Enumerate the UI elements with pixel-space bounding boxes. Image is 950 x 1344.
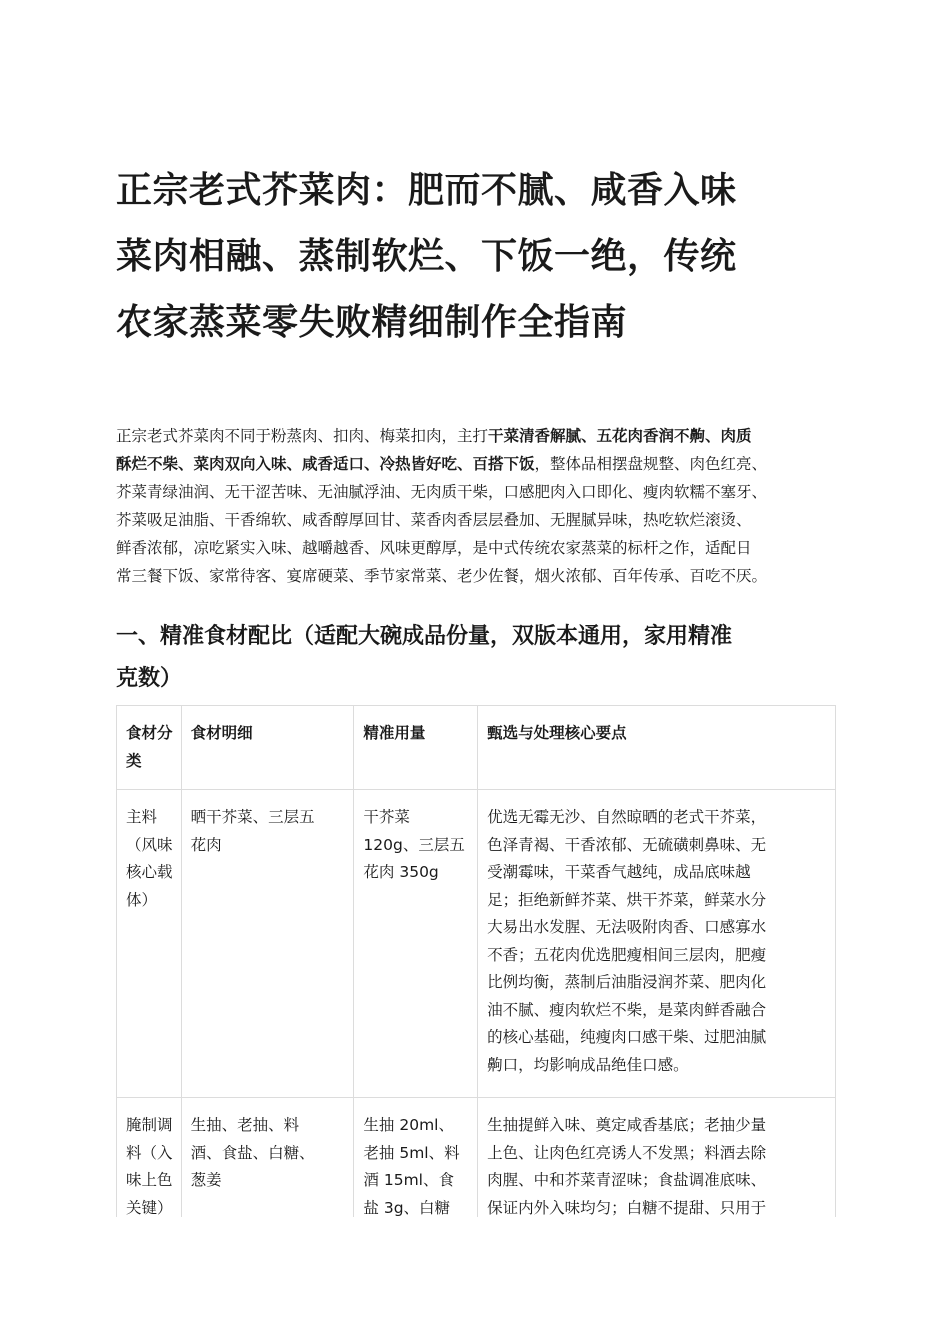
cell-line: 齁口，均影响成品绝佳口感。 — [487, 1055, 689, 1074]
table-header-row — [117, 706, 836, 790]
cell-line: 上色、让肉色红亮诱人不发黑；料酒去除 — [487, 1143, 767, 1162]
intro-line — [116, 422, 844, 450]
cell-line: 花肉 350g — [363, 863, 439, 881]
header-notes — [478, 706, 836, 790]
cell-line: 料（入 — [126, 1143, 173, 1162]
table-row — [117, 790, 836, 1098]
cell-notes — [478, 790, 836, 1098]
page-bottom-margin — [0, 1217, 950, 1344]
cell-amount — [354, 790, 478, 1098]
cell-category — [117, 790, 182, 1098]
cell-line: 花肉 — [190, 835, 222, 854]
cell-line: 老抽 5ml、料 — [363, 1143, 460, 1162]
title-line: 农家蒸菜零失败精细制作全指南 — [116, 302, 628, 343]
intro-text: ，整体品相摆盘规整、肉色红亮、 — [534, 455, 768, 473]
intro-bold: 酥烂不柴、菜肉双向入味、咸香适口、冷热皆好吃、百搭下饭 — [116, 455, 535, 473]
cell-line: 核心载 — [126, 863, 173, 881]
cell-line: 优选无霉无沙、自然晾晒的老式干芥菜， — [487, 808, 767, 826]
cell-line: 腌制调 — [126, 1116, 173, 1134]
cell-line: 盐 3g、白糖 — [363, 1198, 451, 1217]
cell-line: 酒 15ml、食 — [363, 1171, 454, 1189]
intro-line: 芥菜青绿油润、无干涩苦味、无油腻浮油、无肉质干柴，口感肥肉入口即化、瘦肉软糯不塞牙、 — [116, 483, 768, 501]
header-text: 甄选与处理核心要点 — [487, 724, 627, 742]
cell-line: 生抽、老抽、料 — [190, 1116, 300, 1134]
intro-line — [116, 450, 844, 478]
header-text: 类 — [126, 751, 142, 770]
cell-line: 生抽 20ml、 — [363, 1116, 454, 1134]
header-amount — [354, 706, 478, 790]
header-text: 食材分 — [126, 724, 173, 742]
header-text: 食材明细 — [190, 724, 253, 742]
cell-line: 肉腥、中和芥菜青涩味；食盐调准底味、 — [487, 1171, 767, 1189]
header-category — [117, 706, 182, 790]
cell-line: 受潮霉味，干菜香气越纯，成品底味越 — [487, 863, 751, 881]
cell-line: 干芥菜 — [363, 808, 410, 826]
cell-line: 主料 — [126, 808, 158, 826]
cell-line: 油不腻、瘦肉软烂不柴，是菜肉鲜香融合 — [487, 1000, 767, 1019]
document-title — [116, 158, 836, 356]
intro-text: 正宗老式芥菜肉不同于粉蒸肉、扣肉、梅菜扣肉，主打 — [116, 427, 489, 445]
title-line: 菜肉相融、蒸制软烂、下饭一绝，传统 — [116, 236, 737, 277]
title-line: 正宗老式芥菜肉：肥而不腻、咸香入味 — [116, 170, 737, 211]
header-text: 精准用量 — [363, 724, 426, 742]
ingredients-table — [116, 705, 836, 1241]
cell-line: 关键） — [126, 1198, 173, 1217]
cell-line: 120g、三层五 — [363, 835, 465, 854]
cell-line: 葱姜 — [190, 1171, 222, 1189]
intro-line: 芥菜吸足油脂、干香绵软、咸香醇厚回甘、菜香肉香层层叠加、无腥腻异味，热吃软烂滚烫、 — [116, 511, 752, 529]
cell-line: 生抽提鲜入味、奠定咸香基底；老抽少量 — [487, 1116, 767, 1134]
cell-line: 色泽青褐、干香浓郁、无硫磺刺鼻味、无 — [487, 835, 767, 854]
cell-line: 体） — [126, 890, 158, 909]
cell-line: 足；拒绝新鲜芥菜、烘干芥菜，鲜菜水分 — [487, 890, 767, 909]
cell-line: 的核心基础，纯瘦肉口感干柴、过肥油腻 — [487, 1028, 767, 1046]
heading-line: 克数） — [116, 666, 183, 691]
cell-items — [181, 790, 354, 1098]
intro-paragraph — [116, 422, 844, 590]
heading-line: 一、精准食材配比（适配大碗成品份量，双版本通用，家用精准 — [116, 624, 733, 649]
intro-line: 鲜香浓郁，凉吃紧实入味、越嚼越香、风味更醇厚，是中式传统农家蒸菜的标杆之作，适配日 — [116, 539, 752, 557]
cell-line: （风味 — [126, 835, 173, 854]
cell-line: 大易出水发腥、无法吸附肉香、口感寡水 — [487, 918, 767, 936]
header-items — [181, 706, 354, 790]
section-heading-ingredients — [116, 616, 836, 700]
intro-line: 常三餐下饭、家常待客、宴席硬菜、季节家常菜、老少佐餐，烟火浓郁、百年传承、百吃不厌。 — [116, 567, 768, 585]
cell-line: 味上色 — [126, 1171, 173, 1189]
cell-line: 比例均衡，蒸制后油脂浸润芥菜、肥肉化 — [487, 973, 767, 991]
cell-line: 保证内外入味均匀；白糖不提甜、只用于 — [487, 1198, 767, 1217]
cell-line: 晒干芥菜、三层五 — [190, 808, 315, 826]
cell-line: 不香；五花肉优选肥瘦相间三层肉，肥瘦 — [487, 945, 767, 964]
intro-bold: 干菜清香解腻、五花肉香润不齁、肉质 — [488, 427, 752, 445]
cell-line: 酒、食盐、白糖、 — [190, 1143, 315, 1162]
